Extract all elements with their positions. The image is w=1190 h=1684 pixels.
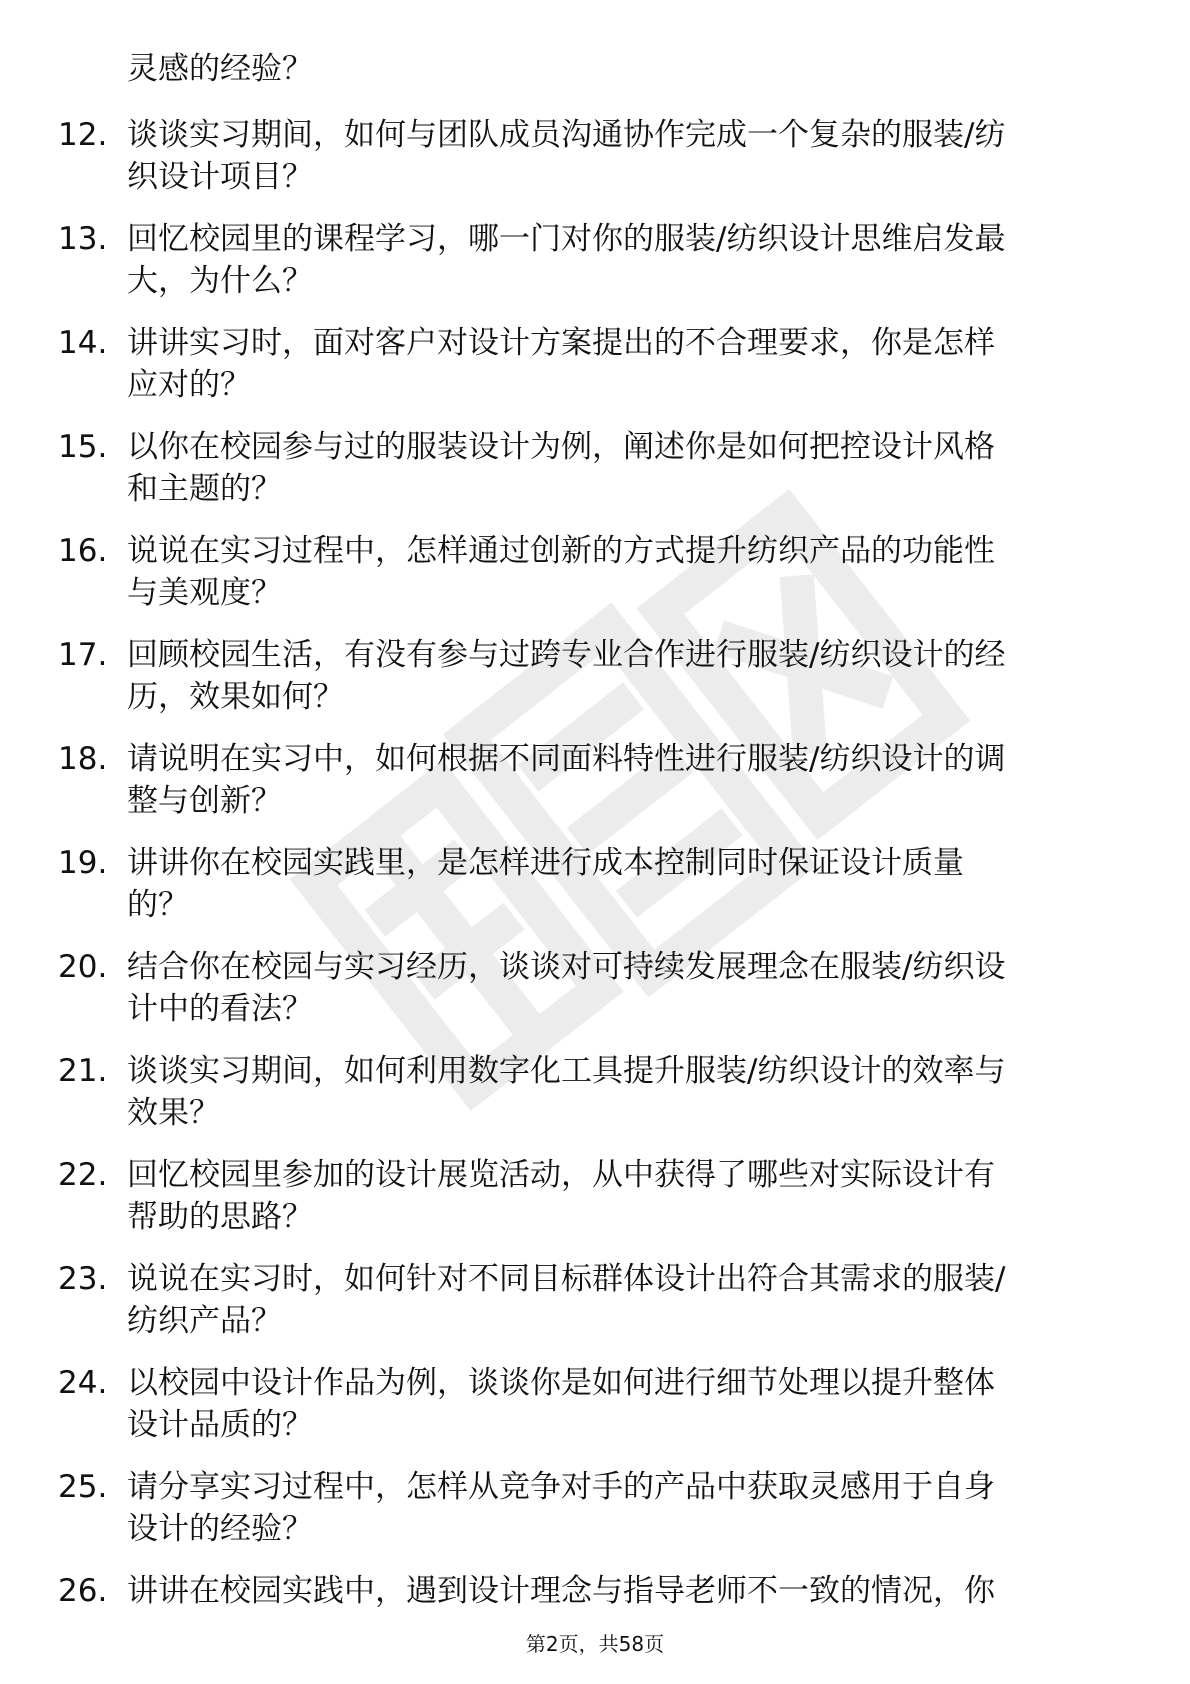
question-number: 14. [58, 325, 108, 361]
question-item [0, 624, 1190, 728]
question-text [127, 530, 1117, 614]
question-text [127, 634, 1117, 718]
question-text [127, 218, 1117, 302]
question-item [0, 936, 1190, 1040]
question-list [0, 104, 1190, 1664]
question-number: 15. [58, 429, 108, 465]
question-text [127, 1570, 1117, 1612]
question-text-line: 谈谈实习期间，如何利用数字化工具提升服装/纺织设计的效率与 [127, 1053, 1006, 1089]
question-text-line: 回忆校园里的课程学习，哪一门对你的服装/纺织设计思维启发最 [127, 221, 1006, 257]
question-number: 20. [58, 949, 108, 985]
question-item [0, 312, 1190, 416]
question-text-line: 谈谈实习期间，如何与团队成员沟通协作完成一个复杂的服装/纺 [127, 117, 1006, 153]
question-text-line: 计中的看法？ [127, 991, 313, 1027]
question-text-line: 讲讲你在校园实践里，是怎样进行成本控制同时保证设计质量 [127, 845, 964, 881]
question-text [127, 1362, 1117, 1446]
question-text-line: 设计品质的？ [127, 1407, 313, 1443]
question-item [0, 832, 1190, 936]
question-text-line: 纺织产品？ [127, 1303, 282, 1339]
question-text-line: 讲讲实习时，面对客户对设计方案提出的不合理要求，你是怎样 [127, 325, 995, 361]
question-text-line: 整与创新？ [127, 783, 282, 819]
question-text [127, 946, 1117, 1030]
question-number: 23. [58, 1261, 108, 1297]
question-number: 26. [58, 1573, 108, 1609]
question-item [0, 1040, 1190, 1144]
question-text [127, 1466, 1117, 1550]
question-item [0, 1352, 1190, 1456]
question-text-line: 请分享实习过程中，怎样从竞争对手的产品中获取灵感用于自身 [127, 1469, 995, 1505]
question-text-line: 历，效果如何？ [127, 679, 344, 715]
question-text-line: 和主题的？ [127, 471, 282, 507]
question-text-line: 应对的？ [127, 367, 251, 403]
question-item [0, 520, 1190, 624]
question-text-line: 大，为什么？ [127, 263, 313, 299]
question-item [0, 208, 1190, 312]
question-text-line: 效果？ [127, 1095, 220, 1131]
question-item [0, 104, 1190, 208]
question-number: 25. [58, 1469, 108, 1505]
question-text [127, 114, 1117, 198]
question-number: 21. [58, 1053, 108, 1089]
question-number: 18. [58, 741, 108, 777]
question-text-line: 讲讲在校园实践中，遇到设计理念与指导老师不一致的情况，你 [127, 1573, 995, 1609]
question-text [127, 1050, 1117, 1134]
question-text-line: 说说在实习时，如何针对不同目标群体设计出符合其需求的服装/ [127, 1261, 1006, 1297]
continued-question-text: 灵感的经验？ [127, 51, 313, 87]
question-text-line: 帮助的思路？ [127, 1199, 313, 1235]
question-number: 12. [58, 117, 108, 153]
question-item [0, 1248, 1190, 1352]
question-text-line: 说说在实习过程中，怎样通过创新的方式提升纺织产品的功能性 [127, 533, 995, 569]
question-item [0, 728, 1190, 832]
question-text-line: 与美观度？ [127, 575, 282, 611]
question-text [127, 842, 1117, 926]
question-item [0, 416, 1190, 520]
question-text-line: 织设计项目？ [127, 159, 313, 195]
question-item [0, 1456, 1190, 1560]
question-text-line: 以你在校园参与过的服装设计为例，阐述你是如何把控设计风格 [127, 429, 995, 465]
question-number: 16. [58, 533, 108, 569]
question-item [0, 1144, 1190, 1248]
question-text [127, 1258, 1117, 1342]
question-number: 22. [58, 1157, 108, 1193]
question-number: 17. [58, 637, 108, 673]
question-number: 24. [58, 1365, 108, 1401]
question-number: 19. [58, 845, 108, 881]
question-text-line: 设计的经验？ [127, 1511, 313, 1547]
question-text-line: 回顾校园生活，有没有参与过跨专业合作进行服装/纺织设计的经 [127, 637, 1006, 673]
question-text-line: 请说明在实习中，如何根据不同面料特性进行服装/纺织设计的调 [127, 741, 1006, 777]
question-text [127, 1154, 1117, 1238]
question-text-line: 以校园中设计作品为例，谈谈你是如何进行细节处理以提升整体 [127, 1365, 995, 1401]
question-text [127, 426, 1117, 510]
question-text-line: 结合你在校园与实习经历，谈谈对可持续发展理念在服装/纺织设 [127, 949, 1006, 985]
question-text [127, 738, 1117, 822]
question-number: 13. [58, 221, 108, 257]
question-text [127, 322, 1117, 406]
page-footer: 第2页，共58页 [525, 1632, 665, 1656]
question-text-line: 回忆校园里参加的设计展览活动，从中获得了哪些对实际设计有 [127, 1157, 995, 1193]
question-text-line: 的？ [127, 887, 189, 923]
